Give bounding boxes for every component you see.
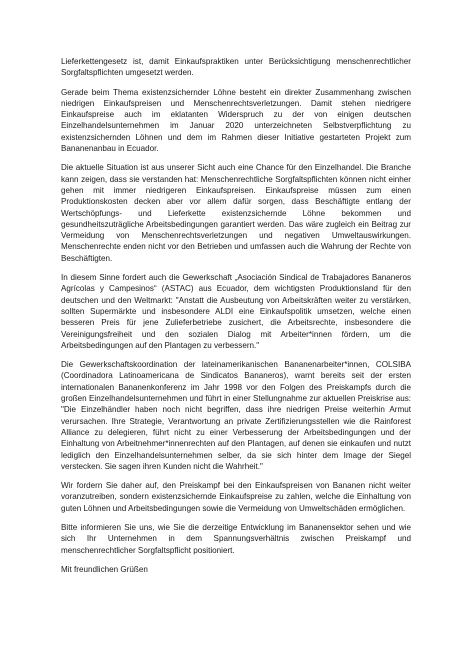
paragraph-astac-demand: In diesem Sinne fordert auch die Gewerkschaft „Asociación Sindical de Trabajadores Bananeros Agrícolas y Campesinos“ (ASTAC) aus Ecuador, dem wichtigsten Produktionsland für den deutschen und den Weltmarkt: "Anstatt die Ausbeutung von Arbeitskräften weiter zu verstärken, sollten Supermärkte und insbesondere ALDI eine Einkaufspolitik umsetzen, welche einen besseren Preis für jene Zulieferbetriebe zusichert, die Arbeitsrechte, insbesondere die Vereinigungsfreiheit und den sozialen Dialog mit Arbeiter*innen fördern, um die Arbeitsbedingungen auf den Plantagen zu verbessern." <box>61 273 411 350</box>
paragraph-request: Wir fordern Sie daher auf, den Preiskampf bei den Einkaufspreisen von Bananen nicht weiter voranzutreiben, sondern existenzsichernde Einkaufspreise zu zahlen, welche die Einhaltung von guten Löhnen und Arbeitsbedingungen sowie die Vermeidung von Umweltschäden ermöglichen. <box>61 481 411 513</box>
paragraph-colsiba-statement: Die Gewerkschaftskoordination der lateinamerikanischen Bananenarbeiter*innen, COLSIBA (Coordinadora Latinoamericana de Sindicatos Bananeros), warnt bereits seit der ersten internationalen Bananenkonferenz im Jahr 1998 vor den Folgen des Preiskampfs durch die großen Einzelhandelsunternehmen und führt in einer Stellungnahme zur aktuellen Preiskrise aus: "Die Einzelhändler haben noch nicht begriffen, dass ihre niedrigen Preise weiterhin Armut verursachen. Ihre Strategie, Verantwortung an private Zertifizierungsstellen wie die Rainforest Alliance zu delegieren, führt nicht zu einer Verbesserung der Arbeitsbedingungen und der Einhaltung von Arbeitnehmer*innenrechten auf den Plantagen, auf denen sie einkaufen und nutzt lediglich den Einzelhandelsunternehmen selber, da sie sich hinter dem Image der Siegel verstecken. Sie sagen ihren Kunden nicht die Wahrheit." <box>61 360 411 471</box>
paragraph-living-wages: Gerade beim Thema existenzsichernder Löhne besteht ein direkter Zusammenhang zwischen niedrigen Einkaufspreisen und Menschenrechtsverletzungen. Damit stehen niedrigere Einkaufspreise auch im eklatanten Widerspruch zu der von einigen deutschen Einzelhandelsunternehmen im Januar 2020 unterzeichneten Selbstverpflichtung zu existenzsichernden Löhnen und dem im Rahmen dieser Initiative gestarteten Projekt zum Bananenanbau in Ecuador. <box>61 87 411 154</box>
paragraph-inquiry: Bitte informieren Sie uns, wie Sie die derzeitige Entwicklung im Bananensektor sehen und wie sich Ihr Unternehmen in dem Spannungsverhältnis zwischen Preiskampf und menschenrechtlicher Sorgfaltspflicht positioniert. <box>61 522 411 555</box>
paragraph-retail-opportunity: Die aktuelle Situation ist aus unserer Sicht auch eine Chance für den Einzelhandel. Die Branche kann zeigen, dass sie verstanden hat: Menschenrechtliche Sorgfaltspflichten können nicht einher gehen mit immer niedrigeren Einkaufspreisen. Einkaufspreise müssen zum einen Produktionskosten decken aber vor allem dafür sorgen, dass Beschäftigte entlang der Wertschöpfungs- und Lieferkette existenzsichernde Löhne bekommen und gesundheitszuträgliche Arbeitsbedingungen garantiert werden. Das wäre zugleich ein Beitrag zur Vermeidung von Menschenrechtsverletzungen und negativen Umweltauswirkungen. Menschenrechte enden nicht vor den Betrieben und umfassen auch die Wahrung der Rechte von Beschäftigten. <box>61 163 411 263</box>
letter-closing: Mit freundlichen Grüßen <box>61 564 148 574</box>
paragraph-supply-chain-law: Lieferkettengesetz ist, damit Einkaufspraktiken unter Berücksichtigung menschenrechtlicher Sorgfaltspflichten umgesetzt werden. <box>61 57 411 78</box>
